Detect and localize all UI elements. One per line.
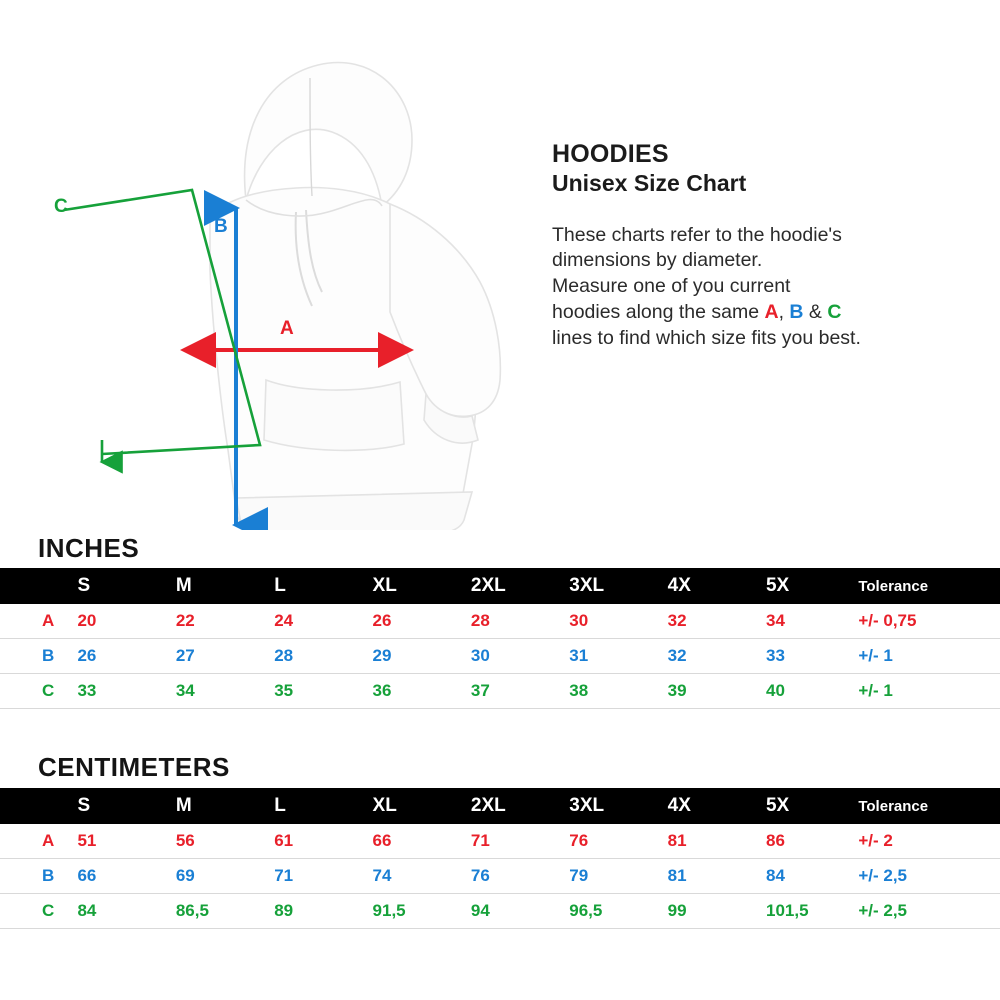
header-5x: 5X: [765, 575, 790, 596]
info-line-1: These charts refer to the hoodie's: [552, 223, 842, 246]
cell-b-m: 69: [175, 866, 195, 885]
cell-b-4x: 32: [667, 646, 687, 665]
cell-a-tolerance: +/- 0,75: [858, 611, 917, 630]
centimeters-size-table: [0, 788, 1000, 929]
table-row: [0, 894, 1000, 929]
cell-a-l: 61: [274, 831, 294, 850]
cell-b-m: 27: [175, 646, 195, 665]
header-l: L: [274, 575, 286, 596]
cell-b-xl: 29: [372, 646, 392, 665]
cell-a-4x: 32: [667, 611, 687, 630]
cell-c-m: 86,5: [175, 901, 209, 920]
info-block: [552, 140, 972, 351]
header-2xl: 2XL: [470, 575, 506, 596]
cell-b-tolerance: +/- 2,5: [858, 866, 908, 885]
row-label-c: C: [42, 681, 55, 700]
cell-b-s: 66: [77, 866, 97, 885]
header-xl: XL: [372, 575, 397, 596]
header-m: M: [175, 795, 192, 816]
row-label-b: B: [42, 646, 55, 665]
cell-c-xl: 36: [372, 681, 392, 700]
header-4x: 4X: [667, 575, 691, 596]
table-row: [0, 604, 1000, 639]
cell-a-4x: 81: [667, 831, 687, 850]
cell-c-5x: 40: [765, 681, 785, 700]
centimeters-section-heading: CENTIMETERS: [38, 752, 230, 782]
cell-b-l: 28: [274, 646, 294, 665]
info-line-3: Measure one of you current: [552, 275, 791, 298]
table-row: [0, 824, 1000, 859]
cell-c-5x: 101,5: [765, 901, 809, 920]
header-3xl: 3XL: [569, 575, 605, 596]
cell-c-2xl: 94: [470, 901, 490, 920]
table-row: [0, 859, 1000, 894]
cell-c-tolerance: +/- 2,5: [858, 901, 908, 920]
header-3xl: 3XL: [569, 795, 605, 816]
cell-c-l: 35: [274, 681, 294, 700]
cell-a-m: 22: [175, 611, 195, 630]
cell-b-l: 71: [274, 866, 294, 885]
row-label-c: C: [42, 901, 55, 920]
info-paragraph: [552, 223, 972, 352]
info-line-5: lines to find which size fits you best.: [552, 326, 861, 349]
cell-c-4x: 99: [667, 901, 687, 920]
cell-a-s: 20: [77, 611, 97, 630]
header-2xl: 2XL: [470, 795, 506, 816]
cell-a-xl: 26: [372, 611, 392, 630]
cell-c-4x: 39: [667, 681, 687, 700]
inline-label-b: B: [789, 300, 804, 323]
row-label-b: B: [42, 866, 55, 885]
cell-a-s: 51: [77, 831, 97, 850]
row-label-a: A: [42, 831, 55, 850]
inches-size-table: [0, 568, 1000, 709]
inline-label-a: A: [764, 300, 779, 323]
cell-c-xl: 91,5: [372, 901, 406, 920]
cell-b-2xl: 76: [470, 866, 490, 885]
page-subtitle: Unisex Size Chart: [552, 169, 747, 196]
cell-b-3xl: 79: [569, 866, 589, 885]
cell-b-2xl: 30: [470, 646, 490, 665]
cell-a-l: 24: [274, 611, 294, 630]
inline-sep-2: &: [803, 300, 828, 323]
header-4x: 4X: [667, 795, 691, 816]
cell-b-xl: 74: [372, 866, 392, 885]
info-line-2: dimensions by diameter.: [552, 249, 763, 272]
table-row: [0, 639, 1000, 674]
cell-c-tolerance: +/- 1: [858, 681, 893, 700]
cell-c-s: 33: [77, 681, 97, 700]
cell-a-3xl: 76: [569, 831, 589, 850]
inline-label-c: C: [827, 300, 842, 323]
header-tolerance: Tolerance: [858, 797, 929, 815]
header-m: M: [175, 575, 192, 596]
cell-c-2xl: 37: [470, 681, 490, 700]
diagram-label-a: A: [280, 318, 294, 339]
header-l: L: [274, 795, 286, 816]
diagram-label-b: B: [214, 216, 228, 237]
header-xl: XL: [372, 795, 397, 816]
header-blank: [0, 568, 61, 604]
info-line-4-pre: hoodies along the same: [552, 300, 765, 323]
row-label-a: A: [42, 611, 55, 630]
cell-c-m: 34: [175, 681, 195, 700]
cell-a-m: 56: [175, 831, 195, 850]
header-tolerance: Tolerance: [858, 577, 929, 595]
cell-b-tolerance: +/- 1: [858, 646, 893, 665]
header-s: S: [77, 795, 91, 816]
cell-b-5x: 84: [765, 866, 785, 885]
header-blank: [0, 788, 61, 824]
page-title: HOODIES: [552, 140, 669, 168]
cell-b-3xl: 31: [569, 646, 589, 665]
cell-a-tolerance: +/- 2: [858, 831, 893, 850]
cell-b-5x: 33: [765, 646, 785, 665]
table-header-row: [0, 788, 1000, 824]
header-s: S: [77, 575, 91, 596]
diagram-label-c: C: [54, 196, 68, 217]
inches-section-heading: INCHES: [38, 533, 140, 563]
cell-c-s: 84: [77, 901, 97, 920]
header-5x: 5X: [765, 795, 790, 816]
inline-sep-1: ,: [778, 300, 790, 323]
cell-a-3xl: 30: [569, 611, 589, 630]
cell-a-5x: 34: [765, 611, 785, 630]
table-header-row: [0, 568, 1000, 604]
cell-a-2xl: 71: [470, 831, 490, 850]
cell-b-4x: 81: [667, 866, 687, 885]
cell-a-5x: 86: [765, 831, 785, 850]
cell-c-3xl: 96,5: [569, 901, 603, 920]
hoodie-illustration: [60, 20, 530, 530]
cell-c-3xl: 38: [569, 681, 589, 700]
cell-b-s: 26: [77, 646, 97, 665]
table-row: [0, 674, 1000, 709]
cell-a-xl: 66: [372, 831, 392, 850]
cell-c-l: 89: [274, 901, 294, 920]
cell-a-2xl: 28: [470, 611, 490, 630]
